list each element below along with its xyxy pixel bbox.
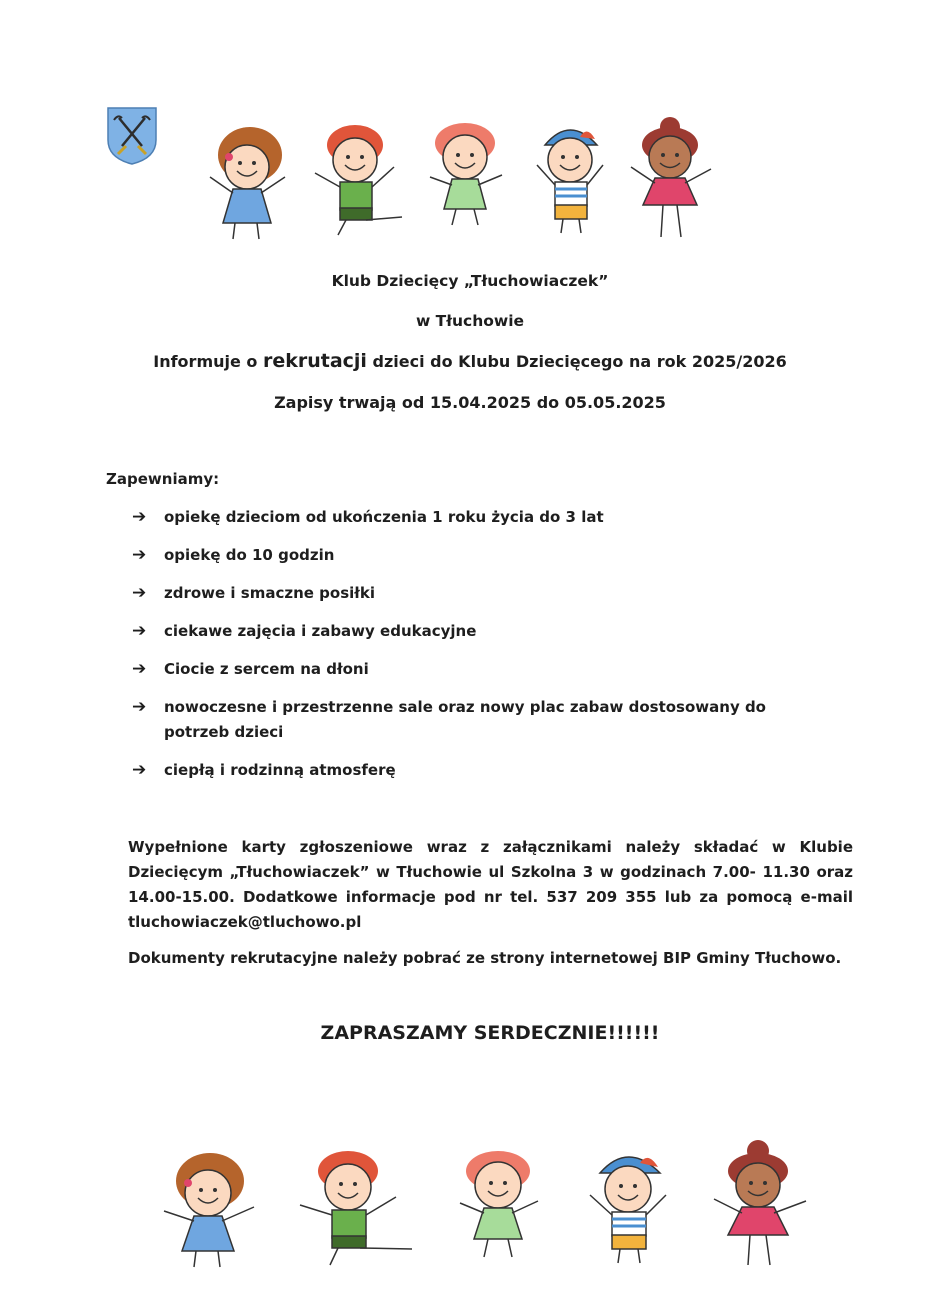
kids-illustration-top xyxy=(195,105,735,245)
offer-item xyxy=(132,657,812,682)
arrow-right-icon: ➔ xyxy=(132,507,147,527)
club-name: Klub Dziecięcy „Tłuchowiaczek” xyxy=(331,272,609,290)
offer-item-text: nowoczesne i przestrzenne sale oraz nowy plac zabaw dostosowany do potrzeb dzieci xyxy=(164,698,766,741)
documents-info: Dokumenty rekrutacyjne należy pobrać ze strony internetowej BIP Gminy Tłuchowo. xyxy=(128,949,842,967)
arrow-right-icon: ➔ xyxy=(132,583,147,603)
offer-item xyxy=(132,619,812,644)
recruitment-info-suffix: dzieci do Klubu Dziecięcego na rok 2025/2026 xyxy=(366,352,787,371)
offer-item-text: Ciocie z sercem na dłoni xyxy=(164,660,369,678)
kid-boy-red-hair xyxy=(315,125,402,235)
arrow-right-icon: ➔ xyxy=(132,760,147,780)
kid-girl-bun xyxy=(714,1140,806,1265)
recruitment-info xyxy=(0,350,940,372)
kid-girl-pink-hair xyxy=(430,123,502,225)
offer-item xyxy=(132,581,812,606)
offer-list xyxy=(132,505,812,796)
offer-item xyxy=(132,505,812,530)
offer-item xyxy=(132,758,812,783)
offer-item-text: opiekę do 10 godzin xyxy=(164,546,335,564)
offer-heading: Zapewniamy: xyxy=(106,470,220,488)
kid-girl-brown-hair xyxy=(210,127,285,239)
recruitment-emphasis: rekrutacji xyxy=(262,350,367,372)
kids-illustration-bottom xyxy=(150,1128,840,1273)
kid-boy-red-hair xyxy=(300,1151,412,1265)
enrollment-dates: Zapisy trwają od 15.04.2025 do 05.05.2025 xyxy=(274,393,666,412)
offer-item xyxy=(132,695,812,745)
arrow-right-icon: ➔ xyxy=(132,545,147,565)
kid-boy-blue-cap xyxy=(537,130,603,233)
kid-girl-bun xyxy=(631,117,711,237)
kid-boy-blue-cap xyxy=(590,1157,666,1263)
arrow-right-icon: ➔ xyxy=(132,697,147,717)
offer-item-text: opiekę dzieciom od ukończenia 1 roku życia do 3 lat xyxy=(164,508,604,526)
club-location: w Tłuchowie xyxy=(415,312,525,330)
submission-info: Wypełnione karty zgłoszeniowe wraz z załącznikami należy składać w Klubie Dziecięcym „Tłuchowiaczek” w Tłuchowie ul Szkolna 3 w godzinach 7.00- 11.30 oraz 14.00-15.00. Dodatkowe informacje pod nr tel. 537 209 355 lub za pomocą e-mail tluchowiaczek@tluchowo.pl xyxy=(128,838,853,931)
closing-invitation: ZAPRASZAMY SERDECZNIE!!!!!! xyxy=(320,1022,660,1044)
arrow-right-icon: ➔ xyxy=(132,659,147,679)
offer-item-text: ciekawe zajęcia i zabawy edukacyjne xyxy=(164,622,477,640)
recruitment-info-prefix: Informuje o xyxy=(153,352,263,371)
kid-girl-pink-hair xyxy=(460,1151,538,1257)
offer-item-text: ciepłą i rodzinną atmosferę xyxy=(164,761,396,779)
kid-girl-brown-hair xyxy=(164,1153,254,1267)
crest-icon xyxy=(106,106,158,166)
arrow-right-icon: ➔ xyxy=(132,621,147,641)
offer-item-text: zdrowe i smaczne posiłki xyxy=(164,584,375,602)
offer-item xyxy=(132,543,812,568)
